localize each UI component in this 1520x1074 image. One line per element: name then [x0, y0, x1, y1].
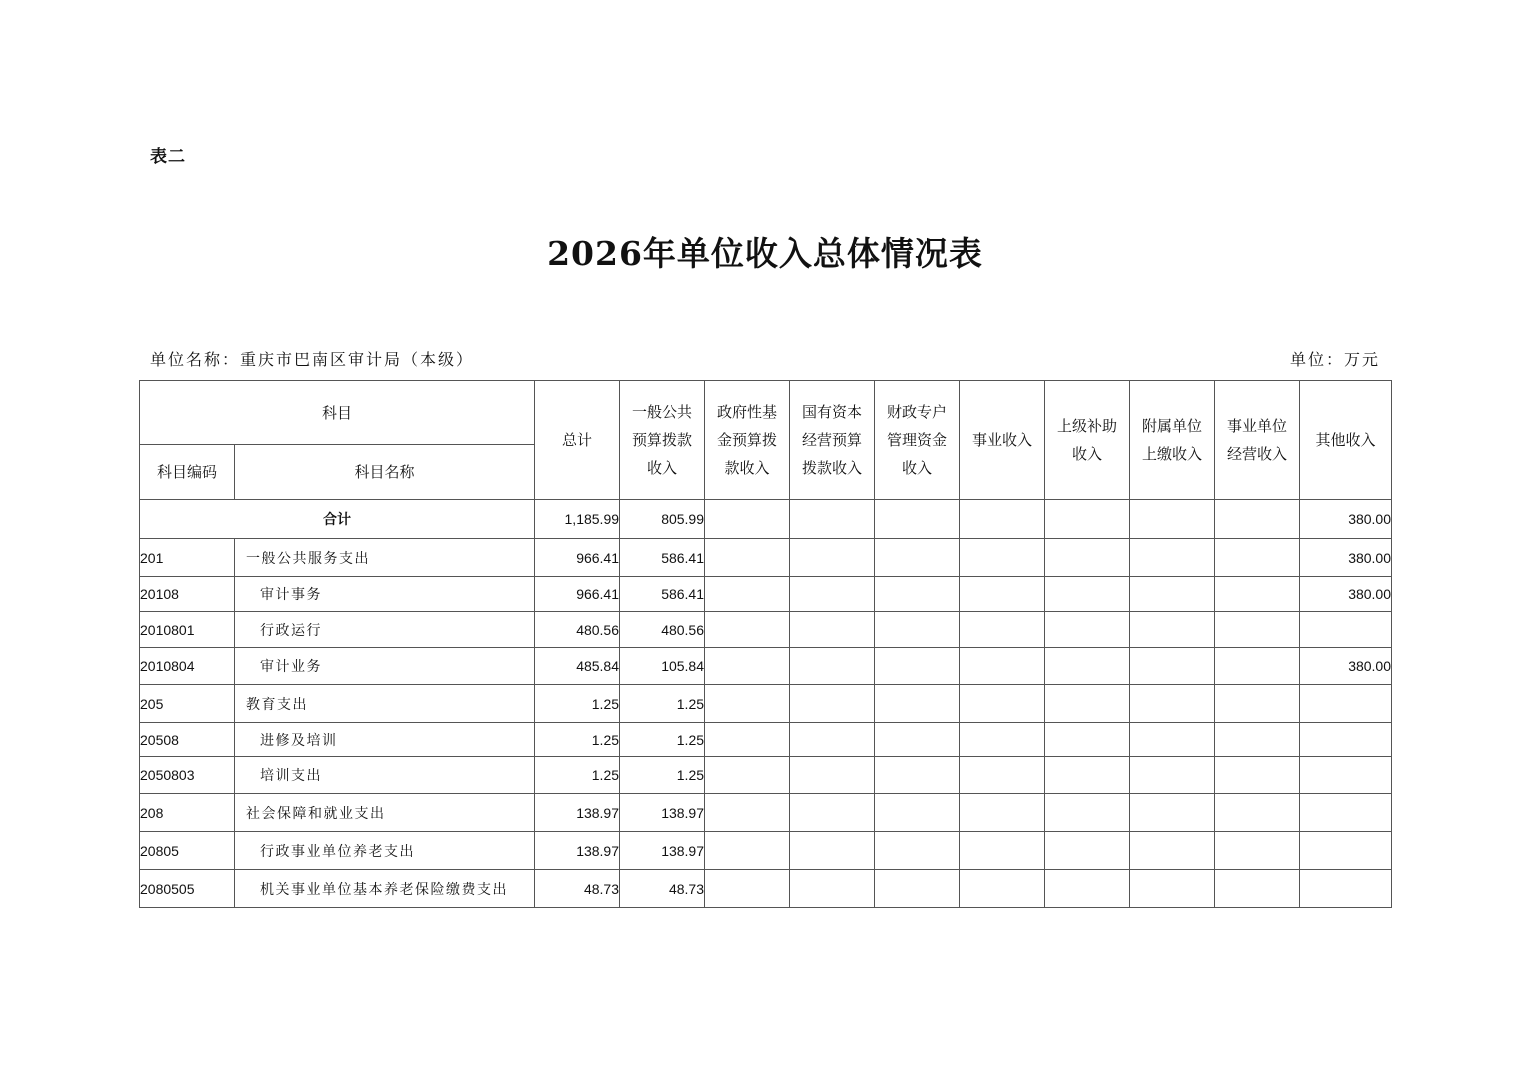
affiliated-units-cell — [1130, 757, 1215, 794]
gov-fund-cell — [705, 723, 790, 757]
state-capital-cell — [790, 757, 875, 794]
superior-subsidy-cell — [1045, 685, 1130, 723]
superior-subsidy-cell — [1045, 757, 1130, 794]
other-income-cell: 380.00 — [1300, 500, 1392, 539]
fiscal-special-cell — [875, 723, 960, 757]
table-row — [140, 832, 1392, 870]
other-income-cell — [1300, 723, 1392, 757]
superior-subsidy-cell — [1045, 870, 1130, 908]
general-budget-cell: 480.56 — [620, 612, 705, 648]
header-subject-code: 科目编码 — [140, 445, 235, 500]
state-capital-cell — [790, 794, 875, 832]
other-income-cell — [1300, 757, 1392, 794]
general-budget-cell: 1.25 — [620, 685, 705, 723]
business-income-cell — [960, 612, 1045, 648]
total-cell: 966.41 — [535, 577, 620, 612]
affiliated-units-cell — [1130, 870, 1215, 908]
header-gov-fund-line: 金预算拨 — [717, 431, 778, 449]
gov-fund-cell — [705, 870, 790, 908]
business-income-cell — [960, 832, 1045, 870]
other-income-cell — [1300, 612, 1392, 648]
other-income-cell: 380.00 — [1300, 577, 1392, 612]
subject-code-cell: 20805 — [140, 832, 235, 870]
gov-fund-cell — [705, 612, 790, 648]
business-income-cell — [960, 685, 1045, 723]
subject-code-cell: 20108 — [140, 577, 235, 612]
general-budget-cell: 48.73 — [620, 870, 705, 908]
affiliated-units-cell — [1130, 577, 1215, 612]
superior-subsidy-cell — [1045, 577, 1130, 612]
total-cell: 1.25 — [535, 685, 620, 723]
gov-fund-cell — [705, 500, 790, 539]
table-label: 表二 — [150, 147, 186, 167]
subject-code-cell: 201 — [140, 539, 235, 577]
operating-income-cell — [1215, 794, 1300, 832]
general-budget-cell: 1.25 — [620, 757, 705, 794]
general-budget-cell: 138.97 — [620, 794, 705, 832]
affiliated-units-cell — [1130, 685, 1215, 723]
header-affiliated-units — [1130, 381, 1215, 500]
total-cell: 48.73 — [535, 870, 620, 908]
unit-measure: 单位：万元 — [1289, 350, 1380, 369]
header-affiliated-units-line: 上缴收入 — [1142, 445, 1203, 463]
header-gov-fund-line: 款收入 — [724, 459, 770, 477]
gov-fund-cell — [705, 685, 790, 723]
business-income-cell — [960, 648, 1045, 685]
header-superior-subsidy-line: 上级补助 — [1057, 417, 1118, 435]
operating-income-cell — [1215, 648, 1300, 685]
subject-code-cell: 205 — [140, 685, 235, 723]
superior-subsidy-cell — [1045, 648, 1130, 685]
total-cell: 1,185.99 — [535, 500, 620, 539]
subject-name-cell: 行政事业单位养老支出 — [235, 832, 535, 870]
operating-income-cell — [1215, 723, 1300, 757]
table-row — [140, 577, 1392, 612]
subject-code-cell: 2010801 — [140, 612, 235, 648]
header-state-capital-line: 国有资本 — [802, 403, 863, 421]
general-budget-cell: 138.97 — [620, 832, 705, 870]
subject-code-cell: 2010804 — [140, 648, 235, 685]
affiliated-units-cell — [1130, 612, 1215, 648]
header-business-income: 事业收入 — [960, 381, 1045, 500]
total-cell: 480.56 — [535, 612, 620, 648]
other-income-cell — [1300, 685, 1392, 723]
header-total: 总计 — [535, 381, 620, 500]
other-income-cell — [1300, 832, 1392, 870]
fiscal-special-cell — [875, 612, 960, 648]
page-title: 2026年单位收入总体情况表 — [547, 234, 983, 273]
business-income-cell — [960, 870, 1045, 908]
state-capital-cell — [790, 648, 875, 685]
header-operating-income — [1215, 381, 1300, 500]
business-income-cell — [960, 500, 1045, 539]
header-operating-income-line: 事业单位 — [1227, 417, 1288, 435]
state-capital-cell — [790, 832, 875, 870]
total-label: 合计 — [140, 500, 535, 539]
superior-subsidy-cell — [1045, 794, 1130, 832]
income-table — [139, 380, 1392, 908]
fiscal-special-cell — [875, 648, 960, 685]
header-general-budget — [620, 381, 705, 500]
table-row — [140, 723, 1392, 757]
affiliated-units-cell — [1130, 723, 1215, 757]
superior-subsidy-cell — [1045, 723, 1130, 757]
header-state-capital — [790, 381, 875, 500]
subject-name-cell: 一般公共服务支出 — [235, 539, 535, 577]
total-cell: 138.97 — [535, 794, 620, 832]
state-capital-cell — [790, 723, 875, 757]
subject-name-cell: 社会保障和就业支出 — [235, 794, 535, 832]
table-row — [140, 757, 1392, 794]
header-superior-subsidy — [1045, 381, 1130, 500]
fiscal-special-cell — [875, 539, 960, 577]
header-superior-subsidy-line: 收入 — [1072, 445, 1103, 463]
state-capital-cell — [790, 500, 875, 539]
business-income-cell — [960, 577, 1045, 612]
header-affiliated-units-line: 附属单位 — [1142, 417, 1203, 435]
operating-income-cell — [1215, 685, 1300, 723]
affiliated-units-cell — [1130, 539, 1215, 577]
business-income-cell — [960, 757, 1045, 794]
total-row — [140, 500, 1392, 539]
table-row — [140, 870, 1392, 908]
operating-income-cell — [1215, 500, 1300, 539]
state-capital-cell — [790, 539, 875, 577]
gov-fund-cell — [705, 539, 790, 577]
gov-fund-cell — [705, 794, 790, 832]
affiliated-units-cell — [1130, 648, 1215, 685]
subject-code-cell: 208 — [140, 794, 235, 832]
other-income-cell — [1300, 794, 1392, 832]
header-general-budget-line: 一般公共 — [632, 403, 693, 421]
header-state-capital-line: 经营预算 — [802, 431, 863, 449]
gov-fund-cell — [705, 577, 790, 612]
operating-income-cell — [1215, 539, 1300, 577]
table-row — [140, 685, 1392, 723]
superior-subsidy-cell — [1045, 832, 1130, 870]
unit-name: 单位名称：重庆市巴南区审计局（本级） — [150, 350, 475, 369]
general-budget-cell: 1.25 — [620, 723, 705, 757]
state-capital-cell — [790, 612, 875, 648]
fiscal-special-cell — [875, 794, 960, 832]
general-budget-cell: 586.41 — [620, 577, 705, 612]
table-row — [140, 794, 1392, 832]
subject-code-cell: 2050803 — [140, 757, 235, 794]
subject-code-cell: 2080505 — [140, 870, 235, 908]
header-fiscal-special-line: 收入 — [902, 459, 933, 477]
subject-name-cell: 培训支出 — [235, 757, 535, 794]
total-cell: 138.97 — [535, 832, 620, 870]
other-income-cell: 380.00 — [1300, 648, 1392, 685]
header-gov-fund — [705, 381, 790, 500]
operating-income-cell — [1215, 832, 1300, 870]
fiscal-special-cell — [875, 870, 960, 908]
gov-fund-cell — [705, 832, 790, 870]
general-budget-cell: 105.84 — [620, 648, 705, 685]
header-gov-fund-line: 政府性基 — [717, 403, 778, 421]
total-cell: 1.25 — [535, 723, 620, 757]
header-operating-income-line: 经营收入 — [1227, 445, 1288, 463]
table-row — [140, 648, 1392, 685]
state-capital-cell — [790, 685, 875, 723]
header-fiscal-special — [875, 381, 960, 500]
fiscal-special-cell — [875, 757, 960, 794]
header-fiscal-special-line: 管理资金 — [887, 431, 948, 449]
gov-fund-cell — [705, 757, 790, 794]
business-income-cell — [960, 539, 1045, 577]
header-general-budget-line: 收入 — [647, 459, 678, 477]
subject-name-cell: 教育支出 — [235, 685, 535, 723]
total-cell: 1.25 — [535, 757, 620, 794]
affiliated-units-cell — [1130, 500, 1215, 539]
header-subject: 科目 — [140, 381, 535, 445]
total-cell: 966.41 — [535, 539, 620, 577]
business-income-cell — [960, 794, 1045, 832]
subject-name-cell: 审计事务 — [235, 577, 535, 612]
general-budget-cell: 805.99 — [620, 500, 705, 539]
business-income-cell — [960, 723, 1045, 757]
fiscal-special-cell — [875, 685, 960, 723]
subject-code-cell: 20508 — [140, 723, 235, 757]
total-cell: 485.84 — [535, 648, 620, 685]
other-income-cell — [1300, 870, 1392, 908]
subject-name-cell: 进修及培训 — [235, 723, 535, 757]
state-capital-cell — [790, 870, 875, 908]
header-state-capital-line: 拨款收入 — [802, 459, 863, 477]
superior-subsidy-cell — [1045, 500, 1130, 539]
header-other-income: 其他收入 — [1300, 381, 1392, 500]
operating-income-cell — [1215, 757, 1300, 794]
state-capital-cell — [790, 577, 875, 612]
subject-name-cell: 审计业务 — [235, 648, 535, 685]
fiscal-special-cell — [875, 500, 960, 539]
fiscal-special-cell — [875, 832, 960, 870]
gov-fund-cell — [705, 648, 790, 685]
header-subject-name: 科目名称 — [235, 445, 535, 500]
other-income-cell: 380.00 — [1300, 539, 1392, 577]
general-budget-cell: 586.41 — [620, 539, 705, 577]
fiscal-special-cell — [875, 577, 960, 612]
superior-subsidy-cell — [1045, 612, 1130, 648]
superior-subsidy-cell — [1045, 539, 1130, 577]
operating-income-cell — [1215, 870, 1300, 908]
table-row — [140, 539, 1392, 577]
header-general-budget-line: 预算拨款 — [632, 431, 693, 449]
subject-name-cell: 机关事业单位基本养老保险缴费支出 — [235, 870, 535, 908]
subject-name-cell: 行政运行 — [235, 612, 535, 648]
header-fiscal-special-line: 财政专户 — [887, 403, 948, 421]
affiliated-units-cell — [1130, 794, 1215, 832]
affiliated-units-cell — [1130, 832, 1215, 870]
operating-income-cell — [1215, 577, 1300, 612]
operating-income-cell — [1215, 612, 1300, 648]
table-row — [140, 612, 1392, 648]
